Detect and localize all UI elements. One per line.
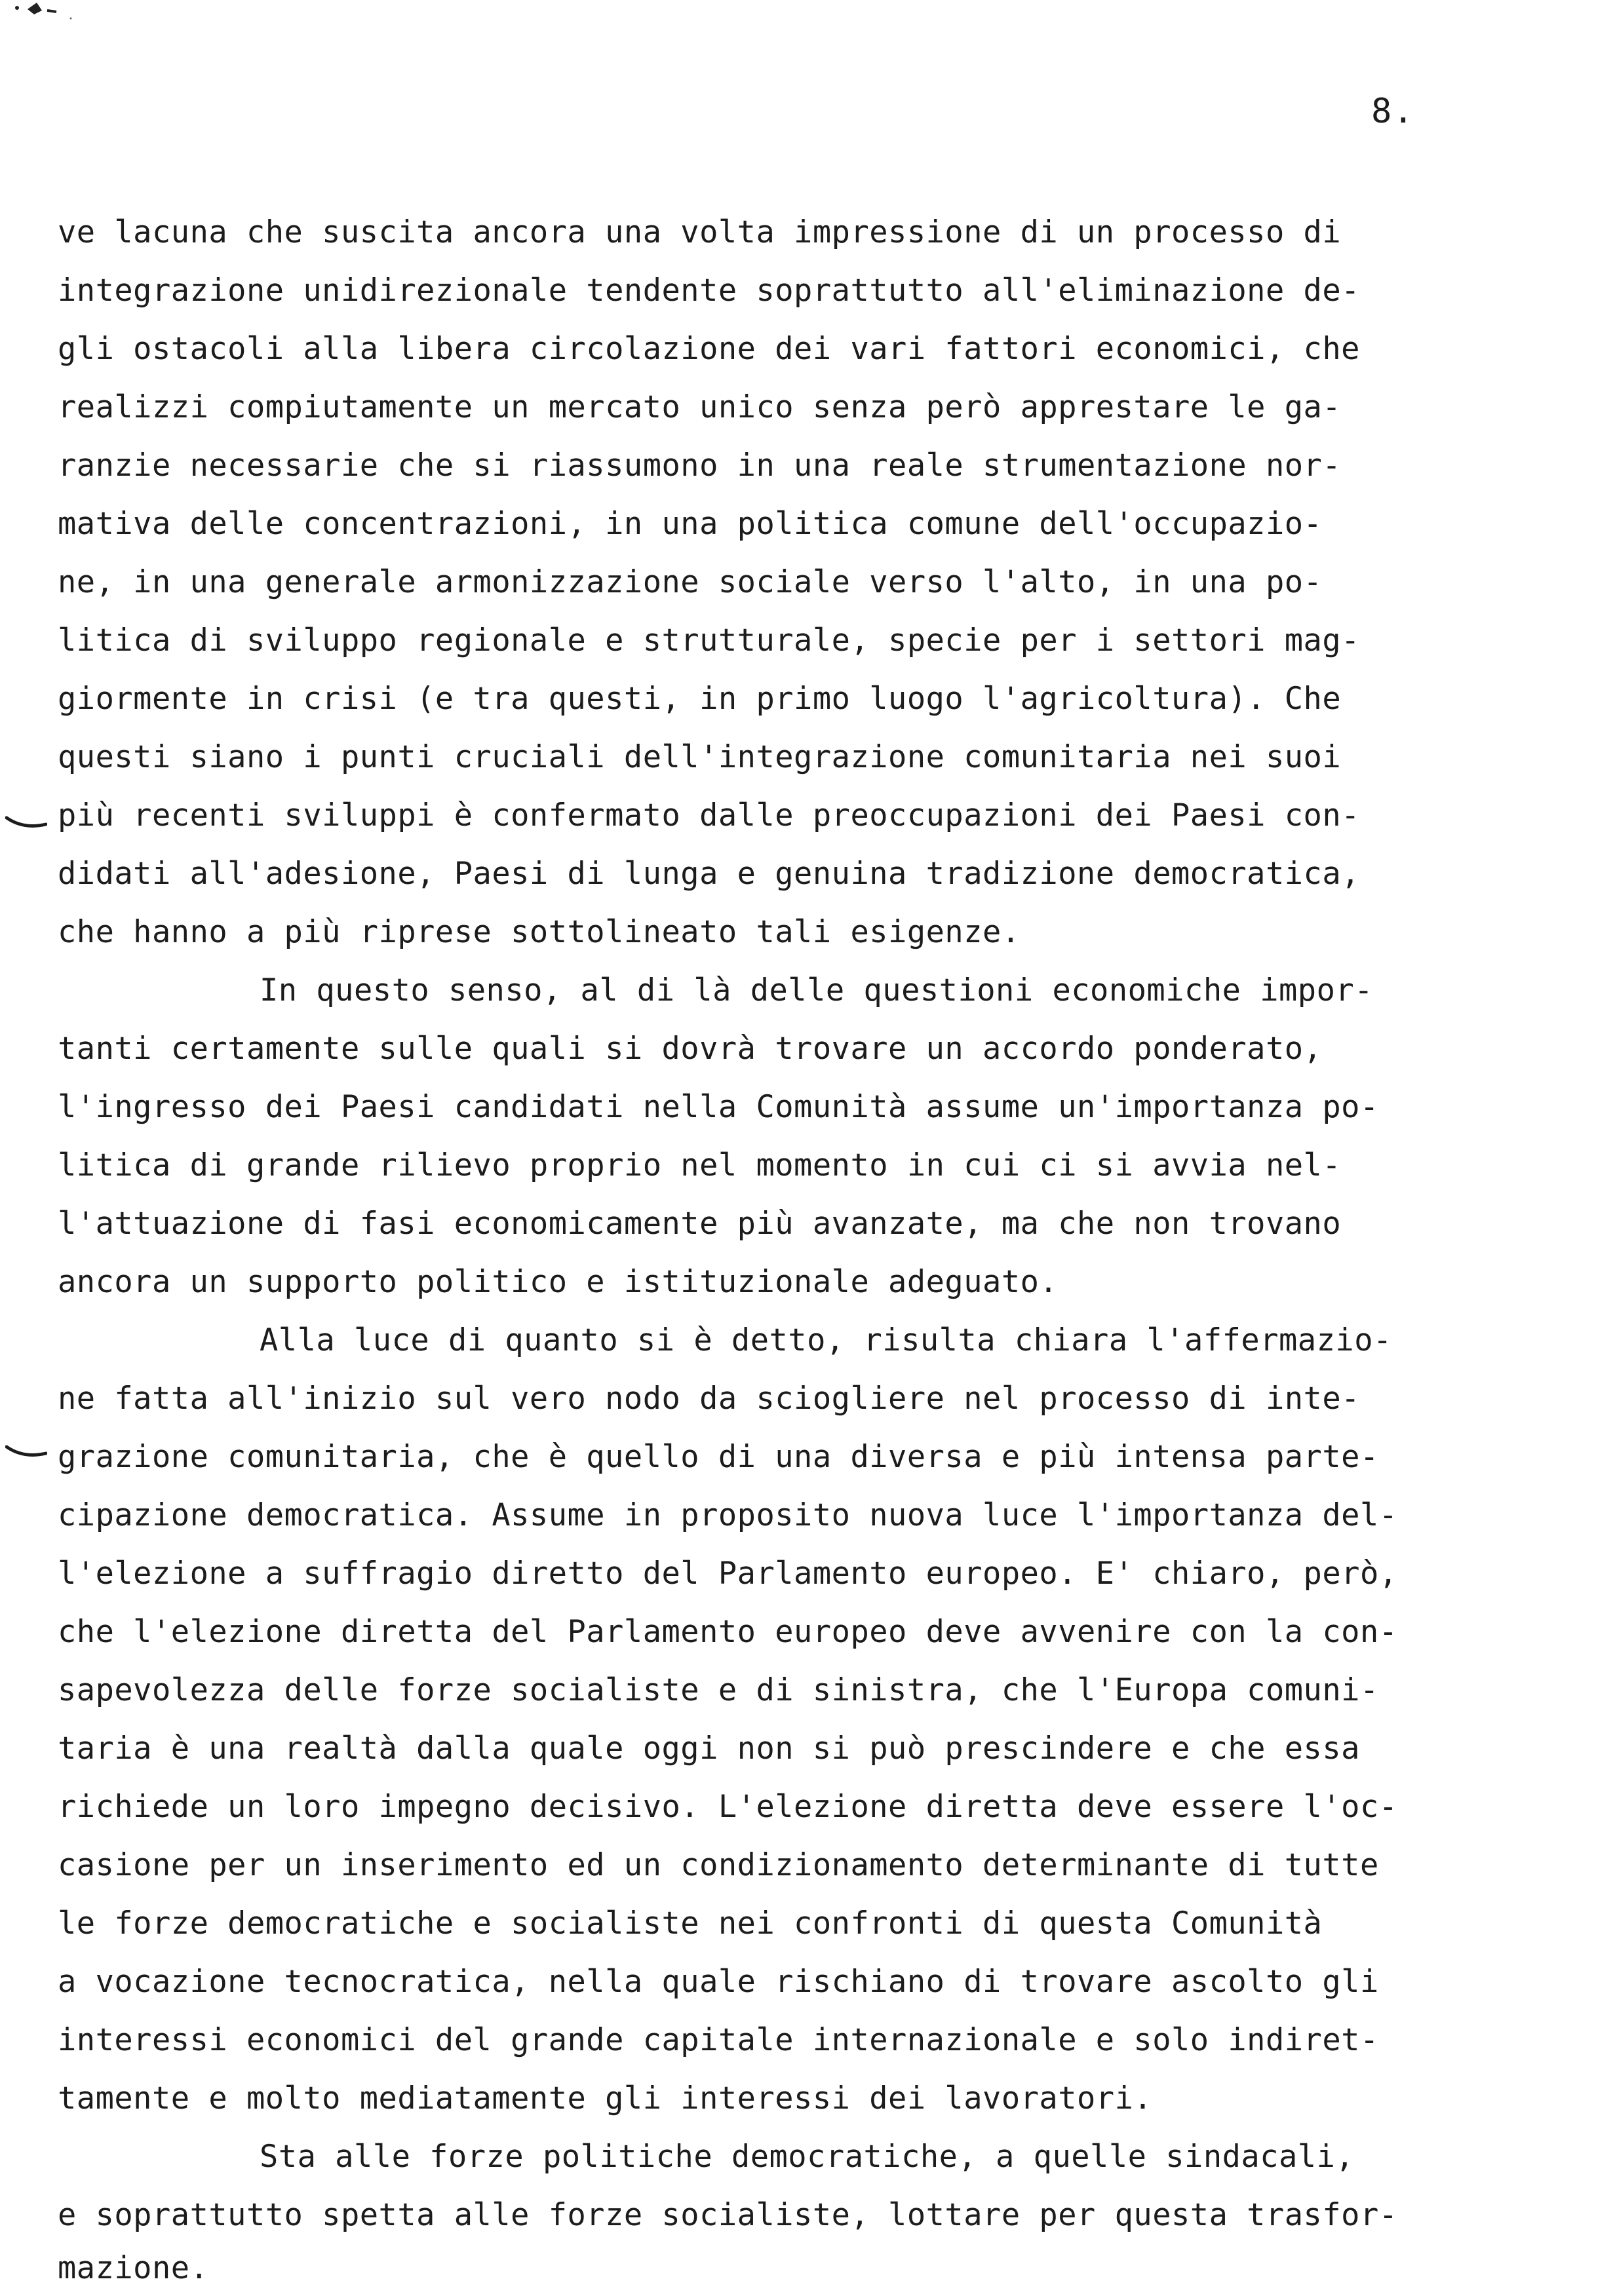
text-line: l'elezione a suffragio diretto del Parlamento europeo. E' chiaro, però, [58, 1556, 1398, 1592]
text-line: litica di grande rilievo proprio nel momento in cui ci si avvia nel- [58, 1147, 1342, 1183]
text-line: realizzi compiutamente un mercato unico senza però apprestare le ga- [58, 389, 1342, 425]
text-line: ancora un supporto politico e istituzionale adeguato. [58, 1264, 1059, 1300]
text-line: più recenti sviluppi è confermato dalle preoccupazioni dei Paesi con- [58, 797, 1360, 833]
text-line: giormente in crisi (e tra questi, in primo luogo l'agricoltura). Che [58, 681, 1342, 717]
text-line: ne, in una generale armonizzazione sociale verso l'alto, in una po- [58, 564, 1323, 600]
text-line: che l'elezione diretta del Parlamento europeo deve avvenire con la con- [58, 1614, 1398, 1650]
text-line: In questo senso, al di là delle questioni economiche impor- [260, 972, 1373, 1008]
text-line: l'attuazione di fasi economicamente più avanzate, ma che non trovano [58, 1206, 1342, 1242]
text-line: tanti certamente sulle quali si dovrà trovare un accordo ponderato, [58, 1031, 1323, 1067]
text-line: cipazione democratica. Assume in proposito nuova luce l'importanza del- [58, 1497, 1398, 1533]
text-line: gli ostacoli alla libera circolazione dei vari fattori economici, che [58, 331, 1360, 367]
text-line: questi siano i punti cruciali dell'integrazione comunitaria nei suoi [58, 739, 1342, 775]
text-line: ranzie necessarie che si riassumono in una reale strumentazione nor- [58, 448, 1342, 484]
text-line: taria è una realtà dalla quale oggi non si può prescindere e che essa [58, 1731, 1360, 1767]
text-line: interessi economici del grande capitale internazionale e solo indiret- [58, 2022, 1379, 2058]
text-line: Sta alle forze politiche democratiche, a quelle sindacali, [260, 2139, 1355, 2175]
page-number: 8. [1371, 92, 1415, 131]
text-line: le forze democratiche e socialiste nei confronti di questa Comunità [58, 1905, 1323, 1942]
text-line: l'ingresso dei Paesi candidati nella Comunità assume un'importanza po- [58, 1089, 1379, 1125]
text-line: tamente e molto mediatamente gli interessi dei lavoratori. [58, 2080, 1153, 2116]
text-line: che hanno a più riprese sottolineato tali esigenze. [58, 914, 1021, 950]
text-line: mazione. [58, 2250, 209, 2286]
text-line: Alla luce di quanto si è detto, risulta chiara l'affermazio- [260, 1322, 1392, 1358]
text-line: mativa delle concentrazioni, in una politica comune dell'occupazio- [58, 506, 1323, 542]
text-line: ne fatta all'inizio sul vero nodo da sciogliere nel processo di inte- [58, 1381, 1360, 1417]
text-line: a vocazione tecnocratica, nella quale rischiano di trovare ascolto gli [58, 1964, 1379, 2000]
text-line: integrazione unidirezionale tendente soprattutto all'eliminazione de- [58, 273, 1360, 309]
text-line: sapevolezza delle forze socialiste e di sinistra, che l'Europa comuni- [58, 1672, 1379, 1708]
text-line: grazione comunitaria, che è quello di una diversa e più intensa parte- [58, 1439, 1379, 1475]
text-line: didati all'adesione, Paesi di lunga e genuina tradizione democratica, [58, 856, 1360, 892]
text-line: e soprattutto spetta alle forze socialiste, lottare per questa trasfor- [58, 2197, 1398, 2233]
text-line: ve lacuna che suscita ancora una volta impressione di un processo di [58, 214, 1342, 250]
text-line: casione per un inserimento ed un condizionamento determinante di tutte [58, 1847, 1379, 1883]
text-line: litica di sviluppo regionale e strutturale, specie per i settori mag- [58, 622, 1360, 659]
text-line: richiede un loro impegno decisivo. L'elezione diretta deve essere l'oc- [58, 1789, 1398, 1825]
